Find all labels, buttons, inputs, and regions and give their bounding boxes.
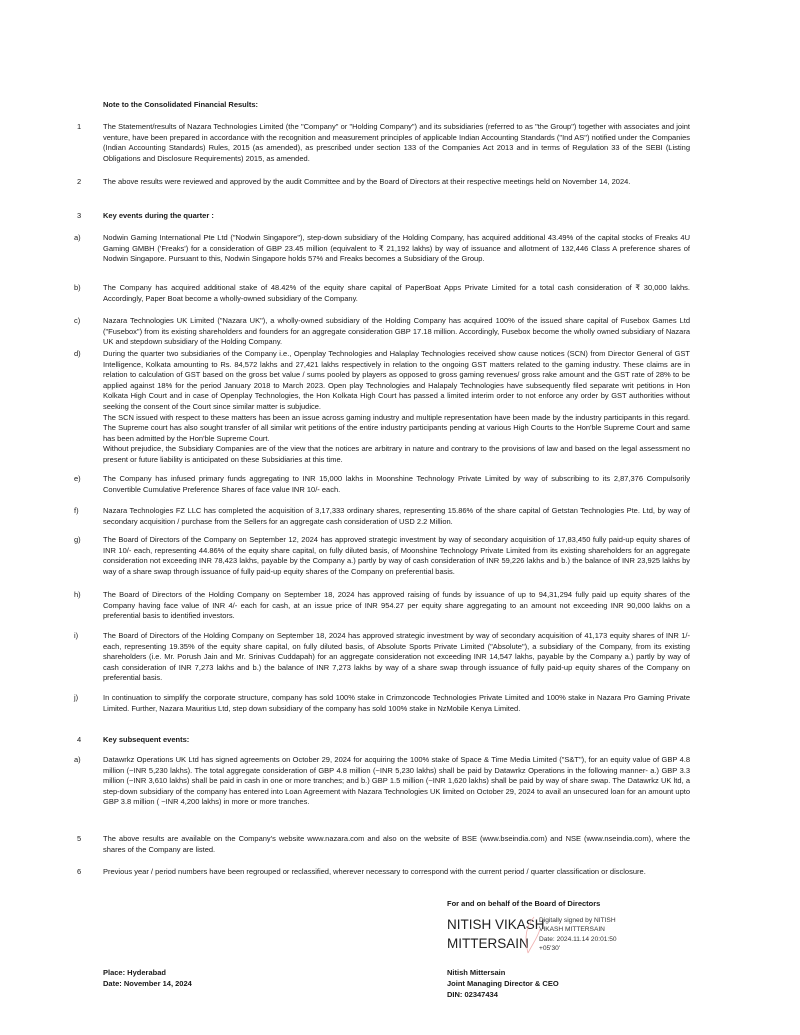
event-paragraph: During the quarter two subsidiaries of the Company i.e., Openplay Technologies and Halaplay Technologies received show cause notices (SCN) from Director General of GST Intelligence, Kolkata amounting to Rs. 84,572 lakhs and 27,421 lakhs respectively in relation to the ongoing GST matters related to the gaming industry. These claims are in relation to calculation of GST based on the gross bet value / sums pooled by players as opposed to gross gaming revenues/ gross rake amount and the GST rate of 28% to be applied against 18% for the period January 2018 to March 2023. Open play Technologies and Halapaly Technologies have subsequently filed separate writ petitions in Hon Kolkata High Court and in case of Openplay Technologies, the Hon Kolkata High Court has passed a limited interim order to not enforce any order by GST authorities without seeking the consent of the Court since similar matter is subjudice. [103, 349, 690, 411]
event-text: Nazara Technologies FZ LLC has completed the acquisition of 3,17,333 ordinary shares, representing 15.86% of the share capital of Getstan Technologies Pte. Ltd, by way of secondary acquisition / purchase from the Sellers for an aggregate cash consideration of USD 2.2 Million. [103, 506, 690, 526]
signature-name-line2: MITTERSAIN [447, 936, 529, 951]
event-letter: j) [74, 693, 79, 702]
date: Date: November 14, 2024 [103, 979, 192, 988]
on-behalf-label: For and on behalf of the Board of Directors [447, 899, 601, 908]
note-text: Previous year / period numbers have been regrouped or reclassified, wherever necessary to correspond with the current period / quarter classification or disclosure. [103, 867, 646, 876]
event-letter: c) [74, 316, 81, 325]
event-letter: f) [74, 506, 79, 515]
event-letter: h) [74, 590, 81, 599]
event-text: Nazara Technologies UK Limited ("Nazara UK"), a wholly-owned subsidiary of the Holding Company has acquired 100% of the issued share capital of Fusebox Games Ltd ("Fusebox") from its existing shareholders and founders for an aggregate consideration GBP 17.18 million. Accordingly, Fusebox become the wholly owned subsidiary of Nazara UK and stepdown subsidiary of the Holding Company. [103, 316, 690, 347]
event-text: Datawrkz Operations UK Ltd has signed agreements on October 29, 2024 for acquiring the 100% stake of Space & Time Media Limited ("S&T"), for an equity value of GBP 4.8 million (~INR 5,230 lakhs). The total aggregate consideration of GBP 4.8 million (~INR 5,230 lakhs) shall be paid by Datawrkz Operations in the following manner- a.) GBP 3.3 million (~INR 3,610 lakhs) shall be paid in cash in one or more tranches; and b.) GBP 1.5 million (~INR 1,620 lakhs) shall be paid by way of share swap. The Datawrkz UK ltd, a step-down subsidiary of the company has entered into Loan Agreement with Nazara Technologies UK limited on October 29, 2024 to avail an unsecured loan for an amount upto GBP 3.8 million ( ~INR 4,200 lakhs) in more or more tranches. [103, 755, 690, 807]
event-letter: d) [74, 349, 81, 358]
event-text: The Company has acquired additional stake of 48.42% of the equity share capital of PaperBoat Apps Private Limited for a total cash consideration of ₹ 30,000 lakhs. Accordingly, Paper Boat become a wholly-owned subsidiary of the Company. [103, 283, 690, 303]
note-number: 1 [77, 122, 82, 131]
digital-sign-tz: +05'30' [539, 945, 561, 952]
signatory-designation: Joint Managing Director & CEO [447, 979, 559, 988]
signature-name-line1: NITISH VIKASH [447, 917, 545, 932]
note-number: 2 [77, 177, 82, 186]
event-letter: e) [74, 474, 81, 483]
note-number: 6 [77, 867, 82, 876]
place: Place: Hyderabad [103, 968, 166, 977]
event-letter: i) [74, 631, 79, 640]
event-letter: a) [74, 233, 81, 242]
event-text: Nodwin Gaming International Pte Ltd ("Nodwin Singapore"), step-down subsidiary of the Holding Company, has acquired additional 43.49% of the capital stocks of Freaks 4U Gaming GMBH ('Freaks') for a consideration of GBP 23.45 million (equivalent to ₹ 21,192 lakhs) by way of issuance and allotment of 132,446 Class A preference shares of Nodwin Singapore. Pursuant to this, Nodwin Singapore holds 57% and Freaks becomes a Subsidiary of the Group. [103, 233, 690, 264]
digital-sign-line: VIKASH MITTERSAIN [539, 926, 605, 933]
event-paragraph: The SCN issued with respect to these matters has been an issue across gaming industry and multiple representation have been made by the industry participants in this regard. The Supreme court has also sought transfer of all similar writ petitions of the entire industry participants pending at various High Courts to the Hon'ble Supreme Court and same has been admitted by the Hon'ble Supreme Court. [103, 412, 690, 443]
event-text [103, 349, 690, 466]
note-number: 4 [77, 735, 82, 744]
note-number: 3 [77, 211, 82, 220]
digital-sign-date: Date: 2024.11.14 20:01:50 [539, 936, 617, 943]
event-letter: b) [74, 283, 81, 292]
event-text: The Board of Directors of the Holding Company on September 18, 2024 has approved raising of funds by issuance of up to 94,31,294 fully paid up equity shares of the Company having face value of INR 4/- each for cash, at an issue price of INR 954.27 per equity share aggregating to an amount not exceeding INR 90,000 lakhs on a preferential basis to identified investors. [103, 590, 690, 621]
digital-sign-line: Digitally signed by NITISH [539, 917, 616, 924]
note-text: The Statement/results of Nazara Technologies Limited (the "Company" or "Holding Company") and its subsidiaries (referred to as "the Group") together with associates and joint venture, have been prepared in accordance with the recognition and measurement principles of applicable Indian Accounting Standards ("Ind AS") notified under the Companies (Indian Accounting Standards) Rules, 2015 (as amended), as prescribed under section 133 of the Companies Act 2013 and in terms of Regulation 33 of the SEBI (Listing Obligations and Disclosure Requirements) 2015, as amended. [103, 122, 690, 163]
event-letter: a) [74, 755, 81, 764]
event-text: In continuation to simplify the corporate structure, company has sold 100% stake in Crimzoncode Technologies Private Limited and 100% stake in Nazara Pro Gaming Private Limited. Further, Nazara Mauritius Ltd, step down subsidiary of the company has sold 100% stake in NzMobile Kenya Limited. [103, 693, 690, 713]
page-title: Note to the Consolidated Financial Results: [103, 100, 259, 109]
event-text: The Board of Directors of the Company on September 12, 2024 has approved strategic investment by way of secondary acquisition of 17,83,450 fully paid-up equity shares of INR 10/- each, representing 44.86% of the equity share capital, on fully diluted basis, of Moonshine Technology Private Limited from its existing shareholders for an aggregate consideration not exceeding INR 78,423 lakhs, payable by the Company a.) partly by way of cash consideration of INR 59,226 lakhs and b.) the balance of INR 23,925 lakhs by way of a share swap through issuance of fully paid-up equity shares of the Company on preferential basis. [103, 535, 690, 576]
section-heading: Key subsequent events: [103, 735, 190, 744]
note-number: 5 [77, 834, 82, 843]
event-text: The Company has infused primary funds aggregating to INR 15,000 lakhs in Moonshine Technology Private Limited by way of subscribing to its 2,87,376 Compulsorily Convertible Cumulative Preference Shares of face value INR 10/- each. [103, 474, 690, 494]
signatory-din: DIN: 02347434 [447, 990, 498, 999]
event-paragraph: Without prejudice, the Subsidiary Companies are of the view that the notices are arbitrary in nature and contrary to the provisions of law and based on the legal assessment no present or future liability is anticipated on these Subsidiaries at this time. [103, 444, 690, 464]
note-text: The above results are available on the Company's website www.nazara.com and also on the website of BSE (www.bseindia.com) and NSE (www.nseindia.com), where the shares of the Company are listed. [103, 834, 690, 854]
signatory-name: Nitish Mittersain [447, 968, 506, 977]
event-text: The Board of Directors of the Holding Company on September 18, 2024 has approved strategic investment by way of secondary acquisition of 41,173 equity shares of INR 1/- each, representing 19.35% of the equity share capital, on fully diluted basis, of Absolute Sports Private Limited ("Absolute"), a subsidiary of the Company, from its existing shareholders (i.e. Mr. Porush Jain and Mr. Srinivas Cuddapah) for an aggregate consideration not exceeding INR 14,547 lakhs, payable by the Company a.) partly by way of cash consideration of INR 7,273 lakhs and b.) the balance of INR 7,273 lakhs by way of a share swap through issuance of fully paid-up equity shares of the Company on preferential basis. [103, 631, 690, 683]
section-heading: Key events during the quarter : [103, 211, 214, 220]
event-letter: g) [74, 535, 81, 544]
note-text: The above results were reviewed and approved by the audit Committee and by the Board of Directors at their respective meetings held on November 14, 2024. [103, 177, 631, 186]
